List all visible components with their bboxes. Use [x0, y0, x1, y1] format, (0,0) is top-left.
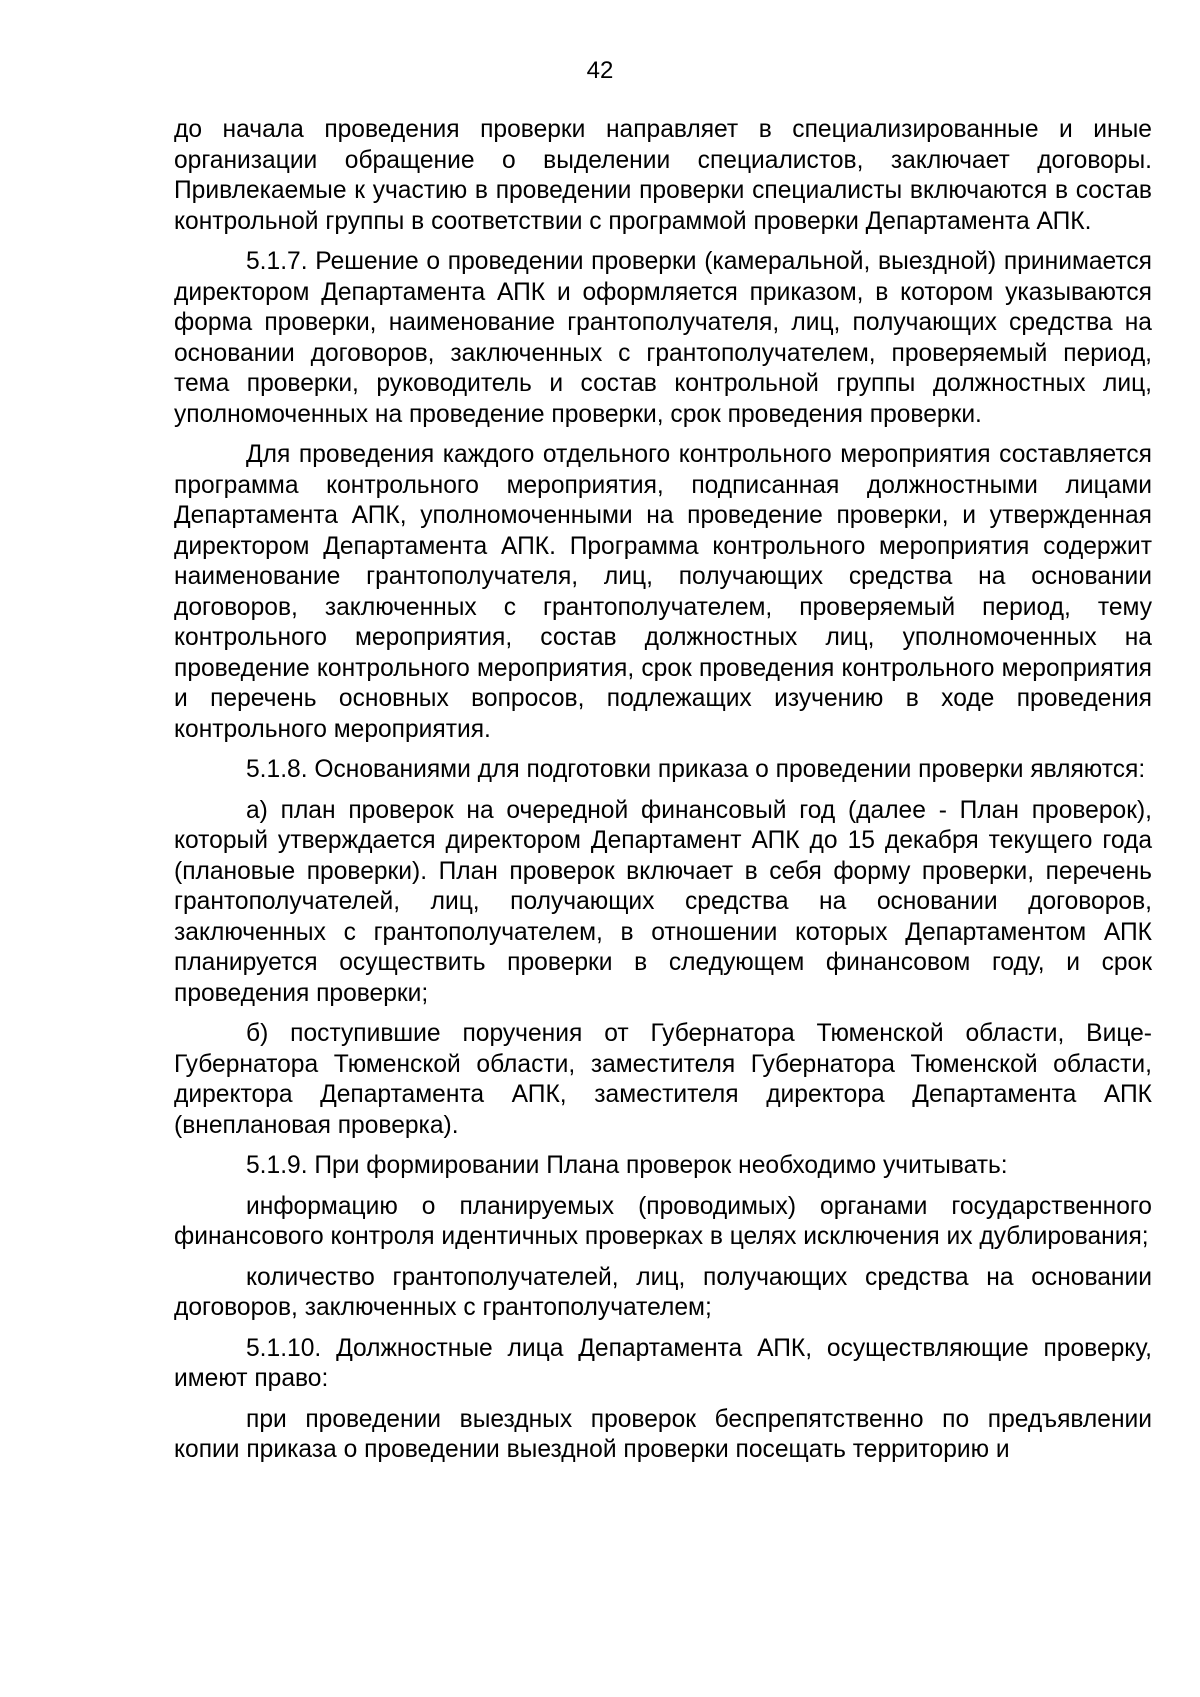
paragraph-item-b: б) поступившие поручения от Губернатора Тюменской области, Вице-Губернатора Тюменской области, заместителя Губернатора Тюменской области, директора Департамента АПК, заместителя директора Департамента АПК (внеплановая проверка). [174, 1020, 1152, 1139]
page-number: 42 [586, 57, 614, 84]
paragraph-continuation: до начала проведения проверки направляет в специализированные и иные организации обращение о выделении специалистов, заключает договоры. Привлекаемые к участию в проведении проверки специалисты включаются в состав контрольной группы в соответствии с программой проверки Департамента АПК. [174, 116, 1152, 235]
paragraph-quantity: количество грантополучателей, лиц, получающих средства на основании договоров, заключенных с грантополучателем; [174, 1263, 1152, 1321]
paragraph-item-a: а) план проверок на очередной финансовый год (далее - План проверок), который утверждается директором Департамент АПК до 15 декабря текущего года (плановые проверки). План проверок включает в себя форму проверки, перечень грантополучателей, лиц, получающих средства на основании договоров, заключенных с грантополучателем, в отношении которых Департаментом АПК планируется осуществить проверки в следующем финансовом году, и срок проведения проверки; [174, 796, 1152, 1007]
paragraph-program: Для проведения каждого отдельного контрольного мероприятия составляется программа контрольного мероприятия, подписанная должностными лицами Департамента АПК, уполномоченными на проведение проверки, и утвержденная директором Департамента АПК. Программа контрольного мероприятия содержит наименование грантополучателя, лиц, получающих средства на основании договоров, заключенных с грантополучателем, проверяемый период, тему контрольного мероприятия, состав должностных лиц, уполномоченных на проведение контрольного мероприятия, срок проведения контрольного мероприятия и перечень основных вопросов, подлежащих изучению в ходе проведения контрольного мероприятия. [174, 441, 1152, 743]
paragraph-field-inspections: при проведении выездных проверок беспрепятственно по предъявлении копии приказа о проведении выездной проверки посещать территорию и [174, 1405, 1152, 1463]
document-body [174, 115, 1152, 1476]
paragraph-5-1-8: 5.1.8. Основаниями для подготовки приказа о проведении проверки являются: [246, 756, 1146, 783]
paragraph-5-1-9: 5.1.9. При формировании Плана проверок необходимо учитывать: [246, 1152, 1008, 1179]
paragraph-5-1-10: 5.1.10. Должностные лица Департамента АПК, осуществляющие проверку, имеют право: [174, 1334, 1152, 1392]
paragraph-information: информацию о планируемых (проводимых) органами государственного финансового контроля идентичных проверках в целях исключения их дублирования; [174, 1192, 1152, 1250]
paragraph-5-1-7: 5.1.7. Решение о проведении проверки (камеральной, выездной) принимается директором Департамента АПК и оформляется приказом, в котором указываются форма проверки, наименование грантополучателя, лиц, получающих средства на основании договоров, заключенных с грантополучателем, проверяемый период, тема проверки, руководитель и состав контрольной группы должностных лиц, уполномоченных на проведение проверки, срок проведения проверки. [174, 248, 1152, 428]
